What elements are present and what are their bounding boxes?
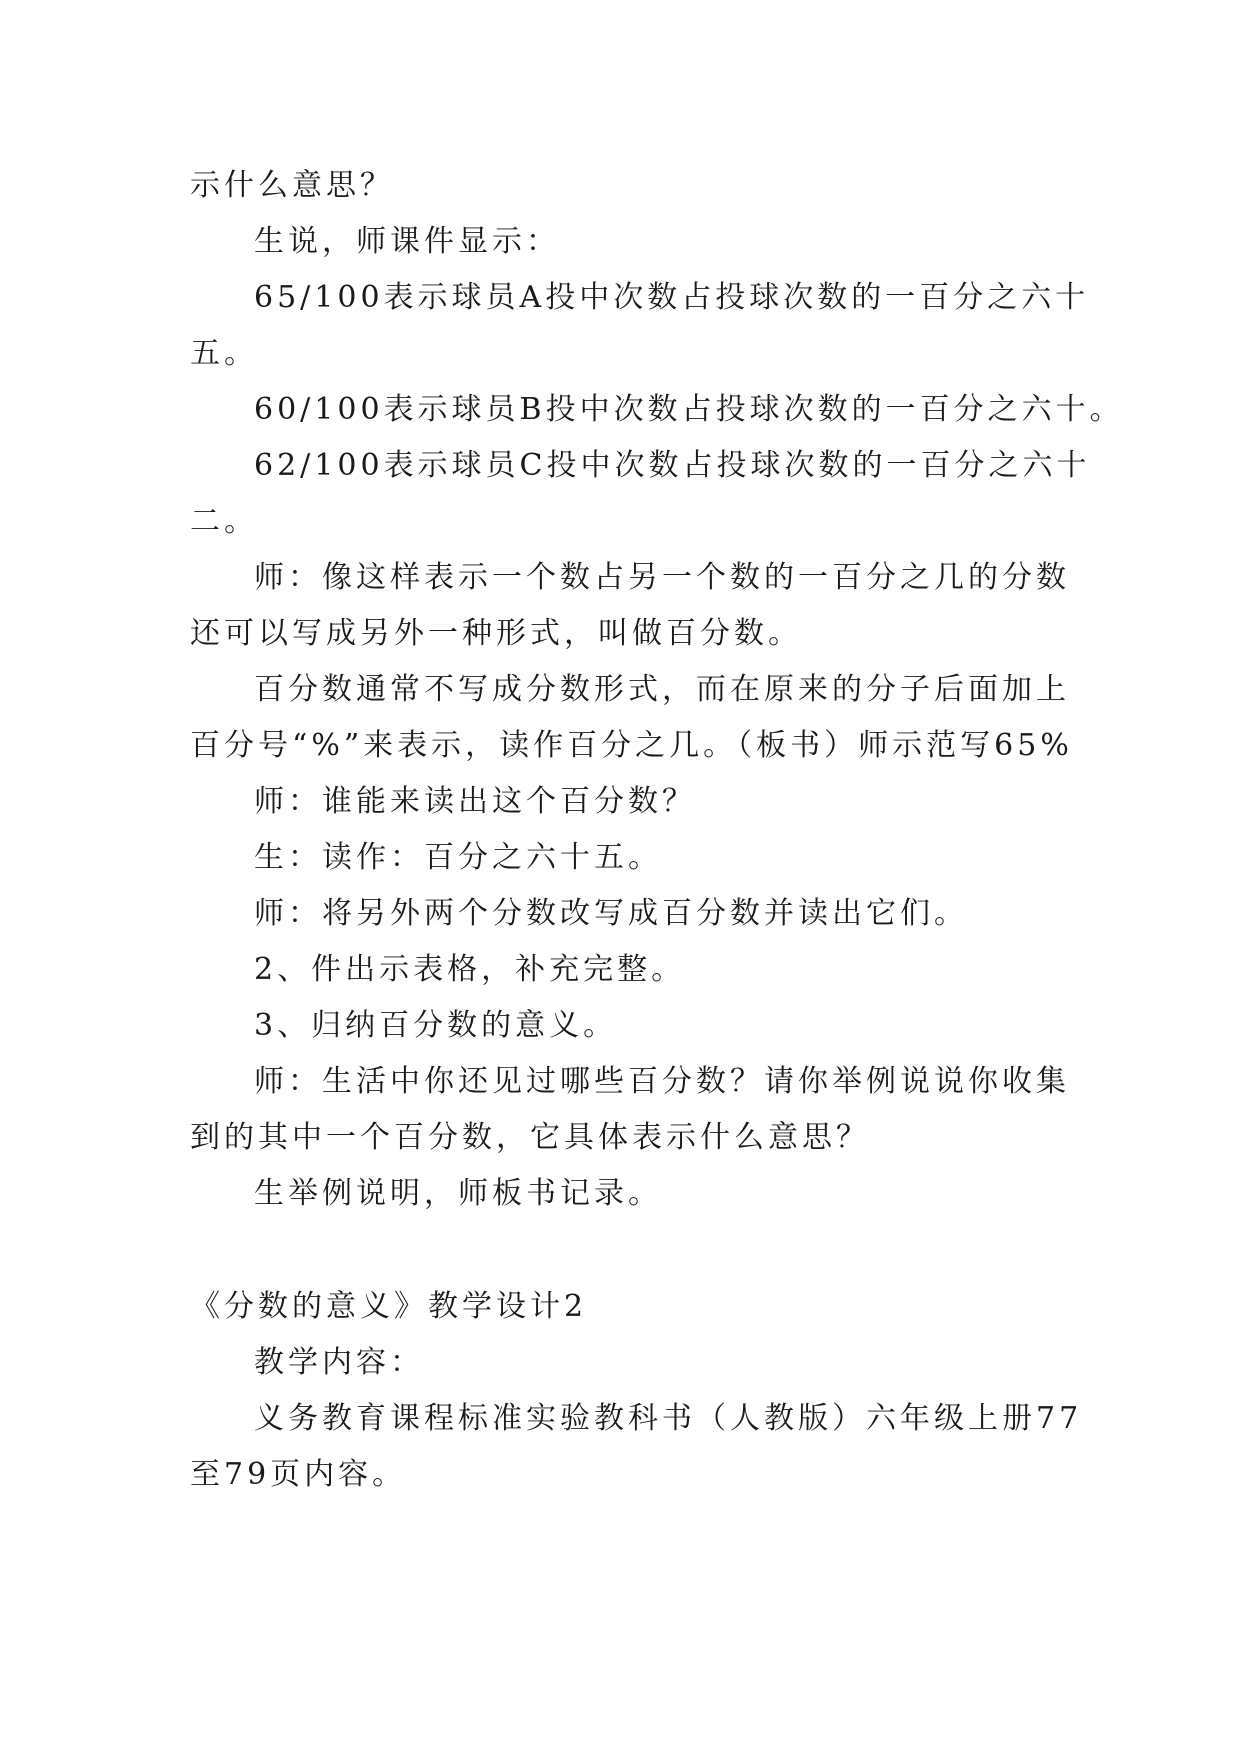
section-heading: 《分数的意义》教学设计2 [190,1289,588,1324]
text-line: 义务教育课程标准实验教科书（人教版）六年级上册77 [254,1401,1083,1436]
text-line: 示什么意思？ [190,168,394,203]
text-line: 师：将另外两个分数改写成百分数并读出它们。 [254,896,968,931]
text-line: 师：生活中你还见过哪些百分数？请你举例说说你收集 [254,1064,1070,1099]
text-line: 五。 [190,336,258,371]
text-line: 3、归纳百分数的意义。 [254,1008,618,1043]
text-line: 师：谁能来读出这个百分数？ [254,784,696,819]
text-line: 生举例说明，师板书记录。 [254,1176,662,1211]
text-line: 到的其中一个百分数，它具体表示什么意思？ [190,1120,870,1155]
text-line: 二。 [190,504,258,539]
text-line: 百分号“%”来表示，读作百分之几。（板书）师示范写65% [190,728,1073,763]
text-line: 生说，师课件显示： [254,224,560,259]
text-line: 师：像这样表示一个数占另一个数的一百分之几的分数 [254,560,1070,595]
text-line: 60/100表示球员B投中次数占投球次数的一百分之六十。 [254,392,1124,427]
text-line: 62/100表示球员C投中次数占投球次数的一百分之六十 [254,448,1091,483]
text-line: 百分数通常不写成分数形式，而在原来的分子后面加上 [254,672,1070,707]
text-line: 教学内容： [254,1345,424,1380]
text-line: 至79页内容。 [190,1457,407,1492]
text-line: 生：读作：百分之六十五。 [254,840,662,875]
text-line: 2、件出示表格，补充完整。 [254,952,686,987]
text-line: 还可以写成另外一种形式，叫做百分数。 [190,616,802,651]
text-line: 65/100表示球员A投中次数占投球次数的一百分之六十 [254,280,1090,315]
